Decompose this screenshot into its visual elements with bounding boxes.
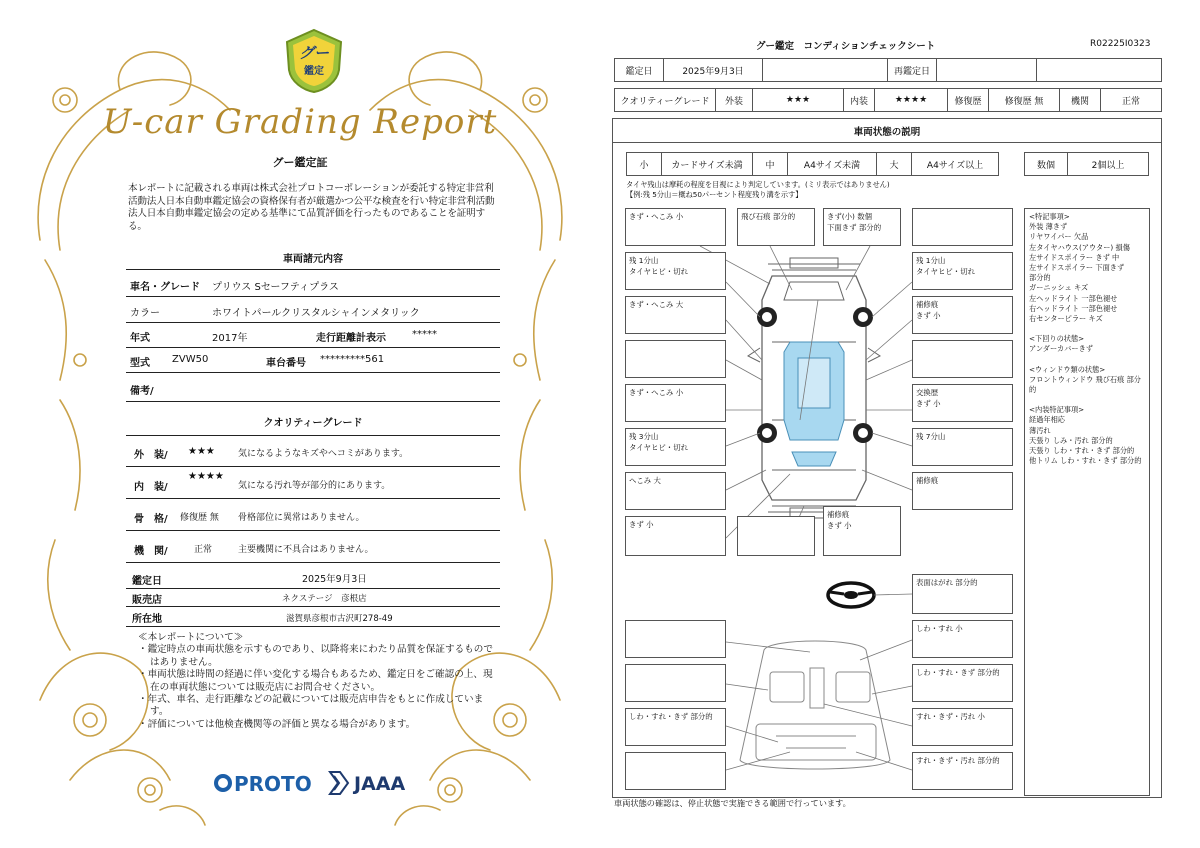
appraisal-date-label: 鑑定日 <box>614 58 664 82</box>
under-note: アンダーカバーきず <box>1029 344 1093 354</box>
special-note: 右センターピラー キズ <box>1029 314 1103 324</box>
notes-label: 備考/ <box>130 386 154 397</box>
interior-note: 薄汚れ <box>1029 425 1051 435</box>
blank-cell <box>762 58 888 82</box>
proto-logo-text: PROTO <box>234 772 312 796</box>
damage-box-front-left: きず・へこみ 小 <box>625 208 726 246</box>
legend-large-desc: A4サイズ以上 <box>911 152 999 176</box>
repair-value: 修復歴 無 <box>988 88 1060 112</box>
interior-note: 経過年相応 <box>1029 415 1065 425</box>
color-label: カラー <box>130 308 160 319</box>
interior-box-console: すれ・きず・汚れ 小 <box>912 708 1013 746</box>
chassis-label: 車台番号 <box>266 358 306 369</box>
goo-appraisal-badge <box>283 28 345 94</box>
shop-value: ネクステージ 彦根店 <box>282 594 367 604</box>
model-value: ZVW50 <box>172 354 209 365</box>
year-label: 年式 <box>130 333 150 344</box>
blank-cell <box>1036 58 1162 82</box>
note-item: ・評価については他検査機関等の評価と異なる場合があります。 <box>138 718 416 730</box>
special-note: ガーニッシュ キズ <box>1029 283 1089 293</box>
frame-label: 骨 格/ <box>134 514 168 525</box>
interior-notes-title: <内装特記事項> <box>1029 405 1085 415</box>
damage-box-rear-glass <box>737 516 815 556</box>
divider <box>126 296 500 297</box>
condition-title: 車両状態の説明 <box>853 127 921 138</box>
engine-label: 機関 <box>1059 88 1101 112</box>
damage-box-left-rear-door: きず・へこみ 小 <box>625 384 726 422</box>
repair-label: 修復歴 <box>947 88 989 112</box>
note-item: ・年式、車名、走行距離などの記載については販売店申告をもとに作成しています。 <box>138 694 484 718</box>
badge-line2: 鑑定 <box>304 66 324 77</box>
damage-box-left-front-door <box>625 340 726 378</box>
special-note: 外装 薄きず <box>1029 222 1068 232</box>
divider <box>126 530 500 531</box>
interior-box-ceiling <box>625 620 726 658</box>
legend-small: 小 <box>626 152 662 176</box>
engine-label: 機 関/ <box>134 546 168 557</box>
mileage-value: ***** <box>412 329 437 340</box>
remarks-panel <box>1024 208 1150 796</box>
divider <box>126 435 500 436</box>
reappraisal-value <box>936 58 1037 82</box>
special-note: 右ヘッドライト 一部色褪せ <box>1029 303 1118 313</box>
interior-box-front-left-seat <box>625 664 726 702</box>
damage-box-right-quarter: 補修痕 <box>912 472 1013 510</box>
car-name-label: 車名・グレード <box>130 282 200 293</box>
special-notes-title: <特記事項> <box>1029 212 1070 221</box>
divider <box>126 347 500 348</box>
exterior-label: 外 装/ <box>134 450 168 461</box>
tire-note: タイヤ残山は摩耗の程度を目視により判定しています。(ミリ表示ではありません) <box>626 180 890 189</box>
legend-count-desc: 2個以上 <box>1067 152 1149 176</box>
tire-example: 【例:残 5分山＝概ね50パーセント程度残り溝を示す】 <box>626 190 803 199</box>
interior-stars: ★★★★ <box>188 471 224 482</box>
tire-box-rear-right: 残 7分山 <box>912 428 1013 466</box>
interior-box-rear-seat: すれ・きず・汚れ 部分的 <box>912 752 1013 790</box>
damage-box-rear-left: きず 小 <box>625 516 726 556</box>
address-label: 所在地 <box>132 614 162 625</box>
exterior-stars: ★★★ <box>752 88 844 112</box>
shop-label: 販売店 <box>132 595 162 606</box>
car-name-value: プリウス Sセーフティプラス <box>212 282 339 293</box>
divider <box>126 401 500 402</box>
divider <box>126 606 500 607</box>
appraisal-date-label: 鑑定日 <box>132 576 162 587</box>
frame-value: 修復歴 無 <box>180 513 219 523</box>
appraisal-date-value: 2025年9月3日 <box>302 574 367 585</box>
damage-box-front-right <box>912 208 1013 246</box>
interior-stars: ★★★★ <box>874 88 948 112</box>
window-title: <ウィンドウ類の状態> <box>1029 364 1106 374</box>
footer-note: 車両状態の確認は、停止状態で実施できる範囲で行っています。 <box>614 798 851 808</box>
address-value: 滋賀県彦根市古沢町278-49 <box>286 614 393 624</box>
sponsor-logos <box>212 768 422 804</box>
note-item: ・鑑定時点の車両状態を示すものであり、以降将来にわたり品質を保証するものではありません。 <box>138 644 493 668</box>
interior-text: 気になる汚れ等が部分的にあります。 <box>238 481 391 491</box>
quality-title: クオリティーグレード <box>263 418 363 429</box>
divider <box>126 372 500 373</box>
damage-box-left-quarter: へこみ 大 <box>625 472 726 510</box>
damage-box-rear-bumper: 補修痕 きず 小 <box>823 506 901 556</box>
tire-box-front-right: 残 1分山 タイヤヒビ・切れ <box>912 252 1013 290</box>
interior-note: 天張り しみ・汚れ 部分的 <box>1029 435 1113 445</box>
divider <box>126 562 500 563</box>
doc-id: R02225I0323 <box>1090 39 1151 49</box>
interior-box-right-trim: しわ・すれ・きず 部分的 <box>912 664 1013 702</box>
divider <box>126 322 500 323</box>
divider <box>126 626 500 627</box>
legend-medium-desc: A4サイズ未満 <box>787 152 877 176</box>
legend-large: 大 <box>876 152 912 176</box>
tire-box-front-left: 残 1分山 タイヤヒビ・切れ <box>625 252 726 290</box>
damage-box-front-glass: 飛び石痕 部分的 <box>737 208 815 246</box>
divider <box>126 588 500 589</box>
special-note: 左サイドスポイラー 下面きず <box>1029 263 1125 273</box>
interior-note: 他トリム しわ・すれ・きず 部分的 <box>1029 456 1142 466</box>
jaaa-logo-icon <box>328 770 350 796</box>
interior-box-front-right-seat: しわ・すれ 小 <box>912 620 1013 658</box>
engine-value: 正常 <box>194 545 213 555</box>
mileage-label: 走行距離計表示 <box>316 333 386 344</box>
jaaa-logo-text: JAAA <box>354 773 406 795</box>
damage-box-right-fender: 補修痕 きず 小 <box>912 296 1013 334</box>
divider <box>612 142 1162 143</box>
damage-box-right-rear-door: 交換歴 きず 小 <box>912 384 1013 422</box>
reappraisal-label: 再鑑定日 <box>887 58 937 82</box>
report-title: U-car Grading Report <box>102 102 498 142</box>
frame-text: 骨格部位に異常はありません。 <box>238 513 365 523</box>
window-note: フロントウィンドウ 飛び石痕 部分的 <box>1029 374 1141 395</box>
chassis-value: *********561 <box>320 354 385 365</box>
report-notes <box>138 632 498 731</box>
notes-title: ≪本レポートについて≫ <box>138 632 244 643</box>
grade-label: クオリティーグレード <box>614 88 716 112</box>
interior-box-dashboard: 表面はがれ 部分的 <box>912 574 1013 614</box>
special-note: リヤワイパー 欠品 <box>1029 232 1089 242</box>
year-value: 2017年 <box>212 333 248 344</box>
damage-box-front-bumper: きず(小) 数個 下面きず 部分的 <box>823 208 901 246</box>
special-note: 左ヘッドライト 一部色褪せ <box>1029 293 1118 303</box>
exterior-stars: ★★★ <box>188 446 215 457</box>
legend-medium: 中 <box>752 152 788 176</box>
tire-box-rear-left: 残 3分山 タイヤヒビ・切れ <box>625 428 726 466</box>
model-label: 型式 <box>130 358 150 369</box>
interior-note: 天張り しわ・すれ・きず 部分的 <box>1029 446 1135 456</box>
interior-label: 内装 <box>843 88 875 112</box>
legend-small-desc: カードサイズ未満 <box>661 152 753 176</box>
badge-line1: グー <box>298 44 329 62</box>
divider <box>126 498 500 499</box>
damage-box-right-front-door <box>912 340 1013 378</box>
proto-logo-icon <box>214 774 232 792</box>
special-note: 左タイヤハウス(アウター) 損傷 <box>1029 242 1130 252</box>
appraisal-date-value: 2025年9月3日 <box>663 58 763 82</box>
divider <box>126 269 500 270</box>
interior-box-left-trim: しわ・すれ・きず 部分的 <box>625 708 726 746</box>
certificate-body: 本レポートに記載される車両は株式会社プロトコーポレーションが委託する特定非営利活動法人日本自動車鑑定協会の資格保有者が厳選かつ公平な検査を行い特定非営利活動法人日本自動車鑑定協会の定める基準にて品質評価を行ったものであることを証明する。 <box>128 183 495 232</box>
sheet-title: グー鑑定 コンディションチェックシート <box>756 41 936 52</box>
exterior-label: 外装 <box>715 88 753 112</box>
color-value: ホワイトパールクリスタルシャインメタリック <box>212 308 420 319</box>
certificate-heading: グー鑑定証 <box>272 156 328 169</box>
engine-value: 正常 <box>1100 88 1162 112</box>
note-item: ・車両状態は時間の経過に伴い変化する場合もあるため、鑑定日をご確認の上、現在の車両状態については販売店にお問合せください。 <box>138 669 493 693</box>
legend-count: 数個 <box>1024 152 1068 176</box>
engine-text: 主要機関に不具合はありません。 <box>238 545 374 555</box>
under-title: <下回りの状態> <box>1029 334 1085 344</box>
damage-box-left-fender: きず・へこみ 大 <box>625 296 726 334</box>
specs-title: 車両諸元内容 <box>283 254 343 265</box>
interior-box-rear-left-seat <box>625 752 726 790</box>
exterior-text: 気になるようなキズやヘコミがあります。 <box>238 449 409 459</box>
special-note: 左サイドスポイラー きず 中 <box>1029 252 1120 262</box>
special-note: 部分的 <box>1029 273 1051 283</box>
interior-label: 内 装/ <box>134 482 168 493</box>
divider <box>126 466 500 467</box>
